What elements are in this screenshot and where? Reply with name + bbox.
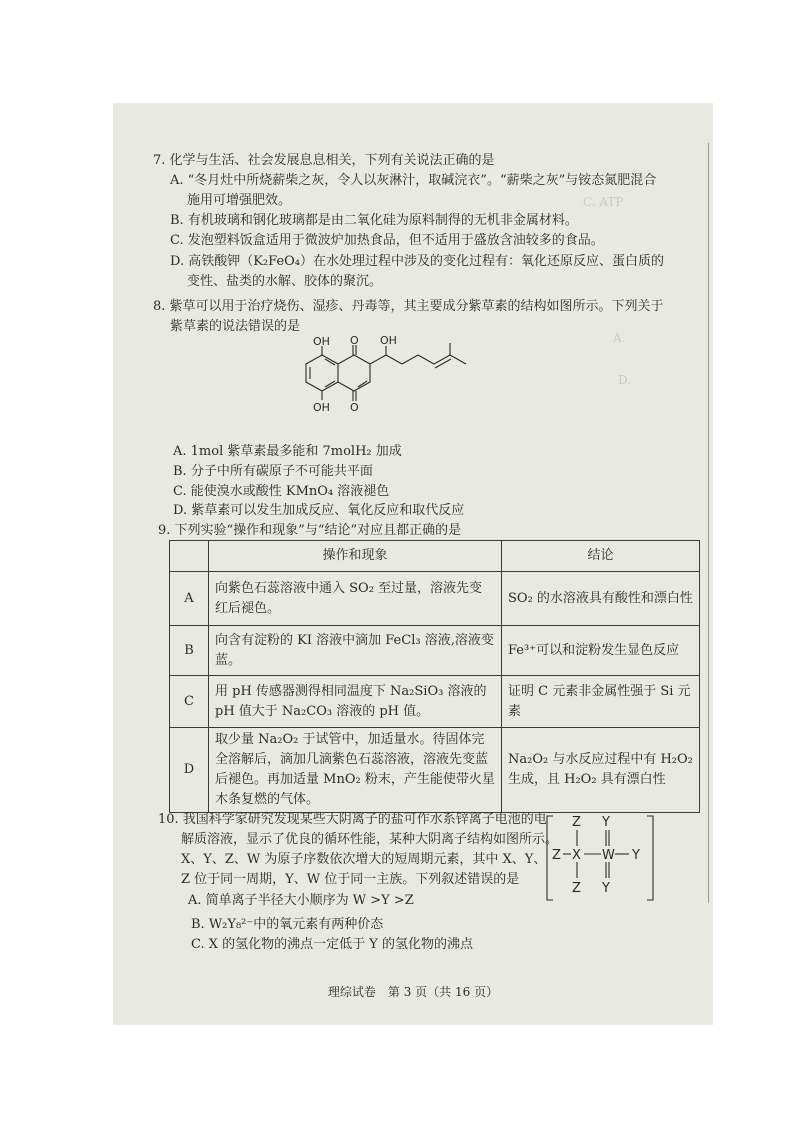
- bleed-through-text: C. ATP: [583, 195, 624, 209]
- q10-stem-line3: X、Y、Z、W 为原子序数依次增大的短周期元素，其中 X、Y、: [181, 852, 547, 867]
- ion-label-z-left: Z: [552, 848, 561, 863]
- structure-label-o-bottom: O: [350, 401, 359, 414]
- page-footer: 理综试卷 第 3 页（共 16 页）: [327, 985, 499, 999]
- ion-label-y-right: Y: [632, 848, 640, 863]
- q9-experiment-table: [169, 540, 700, 813]
- structure-label-o-top: O: [350, 335, 359, 347]
- page-edge-line: [708, 143, 709, 903]
- ion-label-y-bottom: Y: [602, 881, 610, 896]
- structure-label-oh-bottom: OH: [313, 401, 330, 414]
- q10-stem-line1: 10. 我国科学家研究发现某些大阴离子的盐可作水系锌离子电池的电: [158, 812, 547, 827]
- q8-option-d: D. 紫草素可以发生加成反应、氧化反应和取代反应: [173, 503, 465, 518]
- q7-option-a-line2: 施用可增强肥效。: [187, 193, 292, 208]
- shikonin-structure-diagram: [288, 335, 508, 425]
- q10-stem-line2: 解质溶液，显示了优良的循环性能，某种大阴离子结构如图所示。: [181, 832, 559, 847]
- q10-option-b: B. W₂Y₈²⁻中的氧元素有两种价态: [191, 917, 384, 932]
- bleed-through-text: D.: [618, 373, 632, 387]
- q8-stem-line2: 紫草素的说法错误的是: [170, 319, 301, 334]
- ion-label-z-bottom: Z: [572, 881, 581, 896]
- q7-option-c: C. 发泡塑料饭盒适用于微波炉加热食品，但不适用于盛放含油较多的食品。: [170, 233, 604, 248]
- table-header-operation: 操作和现象: [209, 541, 502, 572]
- ion-label-x: X: [572, 848, 581, 863]
- table-row: [170, 626, 700, 676]
- q10-option-c: C. X 的氢化物的沸点一定低于 Y 的氢化物的沸点: [191, 937, 473, 952]
- q8-stem-line1: 8. 紫草可以用于治疗烧伤、湿疹、丹毒等，其主要成分紫草素的结构如图所示。下列关于: [153, 299, 664, 314]
- table-row: [170, 676, 700, 728]
- row-conclusion: Na₂O₂ 与水反应过程中有 H₂O₂ 生成，且 H₂O₂ 具有漂白性: [502, 728, 700, 813]
- row-operation: 向紫色石蕊溶液中通入 SO₂ 至过量，溶液先变红后褪色。: [209, 572, 502, 626]
- structure-label-oh-top: OH: [313, 335, 330, 348]
- q8-option-c: C. 能使溴水或酸性 KMnO₄ 溶液褪色: [173, 484, 390, 499]
- ion-label-w: W: [602, 848, 615, 863]
- row-operation: 向含有淀粉的 KI 溶液中滴加 FeCl₃ 溶液,溶液变蓝。: [209, 626, 502, 676]
- ion-label-y-top: Y: [602, 815, 610, 830]
- row-letter: B: [170, 626, 209, 676]
- ion-label-z-top: Z: [572, 815, 581, 830]
- structure-label-oh-side: OH: [380, 335, 397, 347]
- exam-page: [113, 103, 713, 1025]
- q7-option-b: B. 有机玻璃和钢化玻璃都是由二氧化硅为原料制得的无机非金属材料。: [170, 213, 578, 228]
- q9-stem: 9. 下列实验“操作和现象”与“结论”对应且都正确的是: [158, 523, 462, 538]
- bleed-through-text: A.: [613, 331, 626, 345]
- q7-option-d-line1: D. 高铁酸钾（K₂FeO₄）在水处理过程中涉及的变化过程有：氧化还原反应、蛋白质的: [170, 254, 665, 269]
- q7-option-d-line2: 变性、盐类的水解、胶体的聚沉。: [187, 274, 383, 289]
- anion-structure-diagram: [543, 808, 663, 908]
- table-row: [170, 572, 700, 626]
- q7-stem: 7. 化学与生活、社会发展息息相关，下列有关说法正确的是: [153, 153, 495, 168]
- q8-option-b: B. 分子中所有碳原子不可能共平面: [173, 464, 373, 479]
- table-header-conclusion: 结论: [502, 541, 700, 572]
- row-letter: C: [170, 676, 209, 728]
- q10-stem-line4: Z 位于同一周期，Y、W 位于同一主族。下列叙述错误的是: [181, 872, 520, 887]
- table-row: [170, 728, 700, 813]
- row-operation: 取少量 Na₂O₂ 于试管中，加适量水。待固体完全溶解后，滴加几滴紫色石蕊溶液，溶液先变蓝后褪色。再加适量 MnO₂ 粉末，产生能使带火星木条复燃的气体。: [209, 728, 502, 813]
- row-conclusion: Fe³⁺可以和淀粉发生显色反应: [502, 626, 700, 676]
- row-operation: 用 pH 传感器测得相同温度下 Na₂SiO₃ 溶液的 pH 值大于 Na₂CO₃ 溶液的 pH 值。: [209, 676, 502, 728]
- row-conclusion: 证明 C 元素非金属性强于 Si 元素: [502, 676, 700, 728]
- row-letter: D: [170, 728, 209, 813]
- q7-option-a-line1: A. “冬月灶中所烧薪柴之灰，令人以灰淋汁，取碱浣衣”。“薪柴之灰”与铵态氮肥混合: [170, 173, 657, 188]
- table-header-row: [170, 541, 700, 572]
- table-header-blank: [170, 541, 209, 572]
- row-letter: A: [170, 572, 209, 626]
- row-conclusion: SO₂ 的水溶液具有酸性和漂白性: [502, 572, 700, 626]
- q8-option-a: A. 1mol 紫草素最多能和 7molH₂ 加成: [173, 444, 402, 459]
- q10-option-a: A. 简单离子半径大小顺序为 W >Y >Z: [188, 893, 414, 908]
